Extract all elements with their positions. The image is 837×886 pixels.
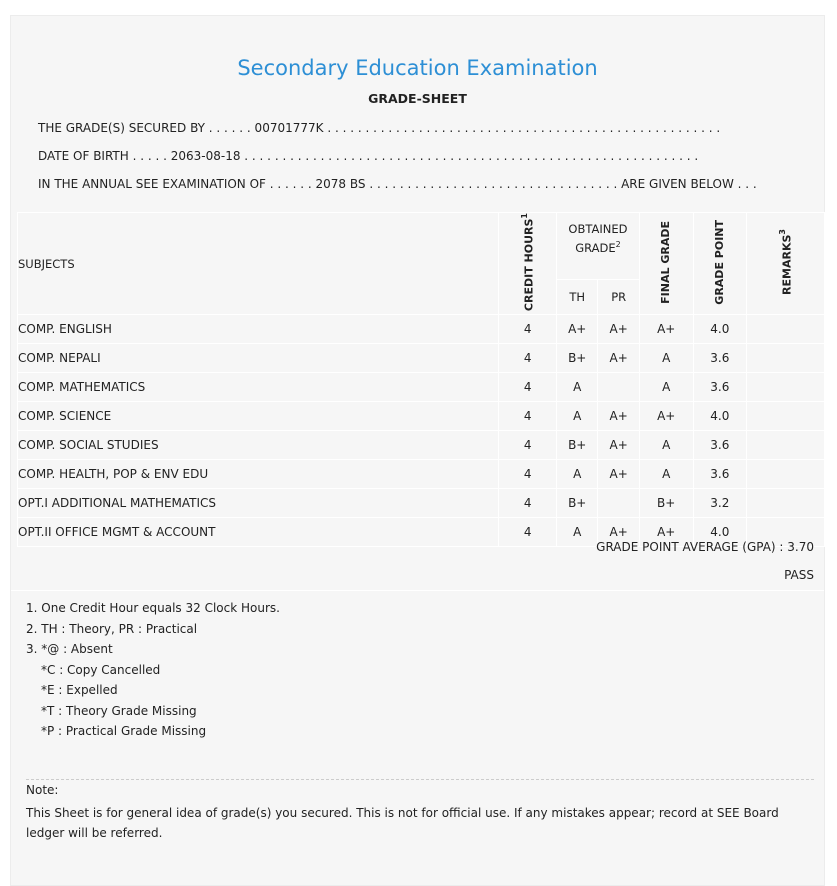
th-grade-cell: B+: [557, 344, 598, 373]
grade-point-cell: 3.6: [693, 344, 747, 373]
grade-point-cell: 3.2: [693, 489, 747, 518]
table-row: [18, 431, 825, 460]
pr-grade-cell: A+: [598, 518, 639, 547]
table-row: [18, 373, 825, 402]
th-grade-cell: A: [557, 373, 598, 402]
credit-cell: 4: [499, 460, 557, 489]
grade-point-cell: 3.6: [693, 460, 747, 489]
final-grade-cell: A: [639, 344, 693, 373]
footnote-item: *E : Expelled: [41, 683, 118, 697]
pr-grade-cell: A+: [598, 460, 639, 489]
exam-title: Secondary Education Examination: [237, 56, 598, 80]
th-grade-cell: A: [557, 460, 598, 489]
final-grade-cell: A+: [639, 402, 693, 431]
final-grade-cell: A+: [639, 315, 693, 344]
subject-cell: OPT.II OFFICE MGMT & ACCOUNT: [18, 518, 499, 547]
credit-cell: 4: [499, 315, 557, 344]
footnote-item: *T : Theory Grade Missing: [41, 703, 197, 718]
remarks-cell: [747, 402, 825, 431]
remarks-cell: [747, 489, 825, 518]
subject-cell: COMP. HEALTH, POP & ENV EDU: [18, 460, 499, 489]
footnote-item: *C : Copy Cancelled: [41, 662, 161, 677]
col-credit-header: CREDIT HOURS$^1$: [499, 213, 557, 315]
grade-point-cell: 4.0: [693, 315, 747, 344]
pr-grade-cell: A+: [598, 431, 639, 460]
note-text: This Sheet is for general idea of grade(s) you secured. This is not for official use. If any mistakes appear; record at SEE Board ledger will be referred.: [26, 806, 779, 840]
footnote-item: 3. *@ : Absent: [26, 642, 113, 656]
section-divider: [11, 590, 824, 591]
remarks-cell: [747, 431, 825, 460]
credit-cell: 4: [499, 402, 557, 431]
col-th-header: TH: [557, 279, 598, 314]
remarks-cell: [747, 460, 825, 489]
gpa-summary: GRADE POINT AVERAGE (GPA) : 3.70: [596, 540, 814, 554]
th-grade-cell: B+: [557, 431, 598, 460]
secured-by-line: THE GRADE(S) SECURED BY . . . . . . 00701777K . . . . . . . . . . . . . . . . . . . . . . . . . . . . . . . . . . . . . . . . . . . . . . . . . . . .: [38, 121, 721, 135]
dashed-divider: [26, 779, 814, 780]
pr-grade-cell: A+: [598, 344, 639, 373]
subject-cell: COMP. MATHEMATICS: [18, 373, 499, 402]
grade-point-cell: 3.6: [693, 373, 747, 402]
remarks-cell: [747, 344, 825, 373]
pr-grade-cell: A+: [598, 315, 639, 344]
table-row: [18, 315, 825, 344]
credit-cell: 4: [499, 344, 557, 373]
subject-cell: OPT.I ADDITIONAL MATHEMATICS: [18, 489, 499, 518]
th-grade-cell: A: [557, 402, 598, 431]
footnotes: [26, 598, 280, 742]
footnote-item: *P : Practical Grade Missing: [41, 724, 207, 738]
col-point-header: GRADE POINT: [693, 213, 747, 315]
credit-cell: 4: [499, 489, 557, 518]
grade-point-cell: 3.6: [693, 431, 747, 460]
note-label: Note:: [26, 783, 59, 797]
pr-grade-cell: [598, 373, 639, 402]
table-row: [18, 489, 825, 518]
th-grade-cell: B+: [557, 489, 598, 518]
col-pr-header: PR: [598, 279, 639, 314]
dob-line: DATE OF BIRTH . . . . . 2063-08-18 . . . . . . . . . . . . . . . . . . . . . . . . . . . . . . . . . . . . . . . . . . . . . . . . . . . . . . . . . . . .: [38, 149, 699, 163]
col-final-header: FINAL GRADE: [639, 213, 693, 315]
exam-line: IN THE ANNUAL SEE EXAMINATION OF . . . . . . 2078 BS . . . . . . . . . . . . . . . . . . . . . . . . . . . . . . . . . ARE GIVEN BELOW . . .: [38, 177, 757, 191]
footnote-item: 1. One Credit Hour equals 32 Clock Hours.: [26, 601, 280, 615]
credit-cell: 4: [499, 431, 557, 460]
col-remarks-header: REMARKS$^3$: [747, 213, 825, 315]
table-row: [18, 460, 825, 489]
grade-sheet: [10, 15, 825, 886]
subject-cell: COMP. NEPALI: [18, 344, 499, 373]
final-grade-cell: A+: [639, 518, 693, 547]
grades-table: [17, 212, 825, 547]
footnote-item: 2. TH : Theory, PR : Practical: [26, 621, 198, 636]
subject-cell: COMP. SCIENCE: [18, 402, 499, 431]
col-subjects-header: SUBJECTS: [18, 213, 499, 315]
th-grade-cell: A: [557, 518, 598, 547]
pr-grade-cell: [598, 489, 639, 518]
grade-sheet-heading: GRADE-SHEET: [368, 91, 467, 106]
grade-point-cell: 4.0: [693, 518, 747, 547]
final-grade-cell: A: [639, 431, 693, 460]
final-grade-cell: A: [639, 373, 693, 402]
remarks-cell: [747, 373, 825, 402]
remarks-cell: [747, 315, 825, 344]
grade-point-cell: 4.0: [693, 402, 747, 431]
subject-cell: COMP. SOCIAL STUDIES: [18, 431, 499, 460]
table-row: [18, 344, 825, 373]
th-grade-cell: A+: [557, 315, 598, 344]
pr-grade-cell: A+: [598, 402, 639, 431]
final-grade-cell: A: [639, 460, 693, 489]
table-row: [18, 402, 825, 431]
result-status: PASS: [784, 568, 814, 582]
subject-cell: COMP. ENGLISH: [18, 315, 499, 344]
credit-cell: 4: [499, 518, 557, 547]
credit-cell: 4: [499, 373, 557, 402]
final-grade-cell: B+: [639, 489, 693, 518]
col-obtained-header: OBTAINED GRADE$^2$: [557, 213, 640, 280]
